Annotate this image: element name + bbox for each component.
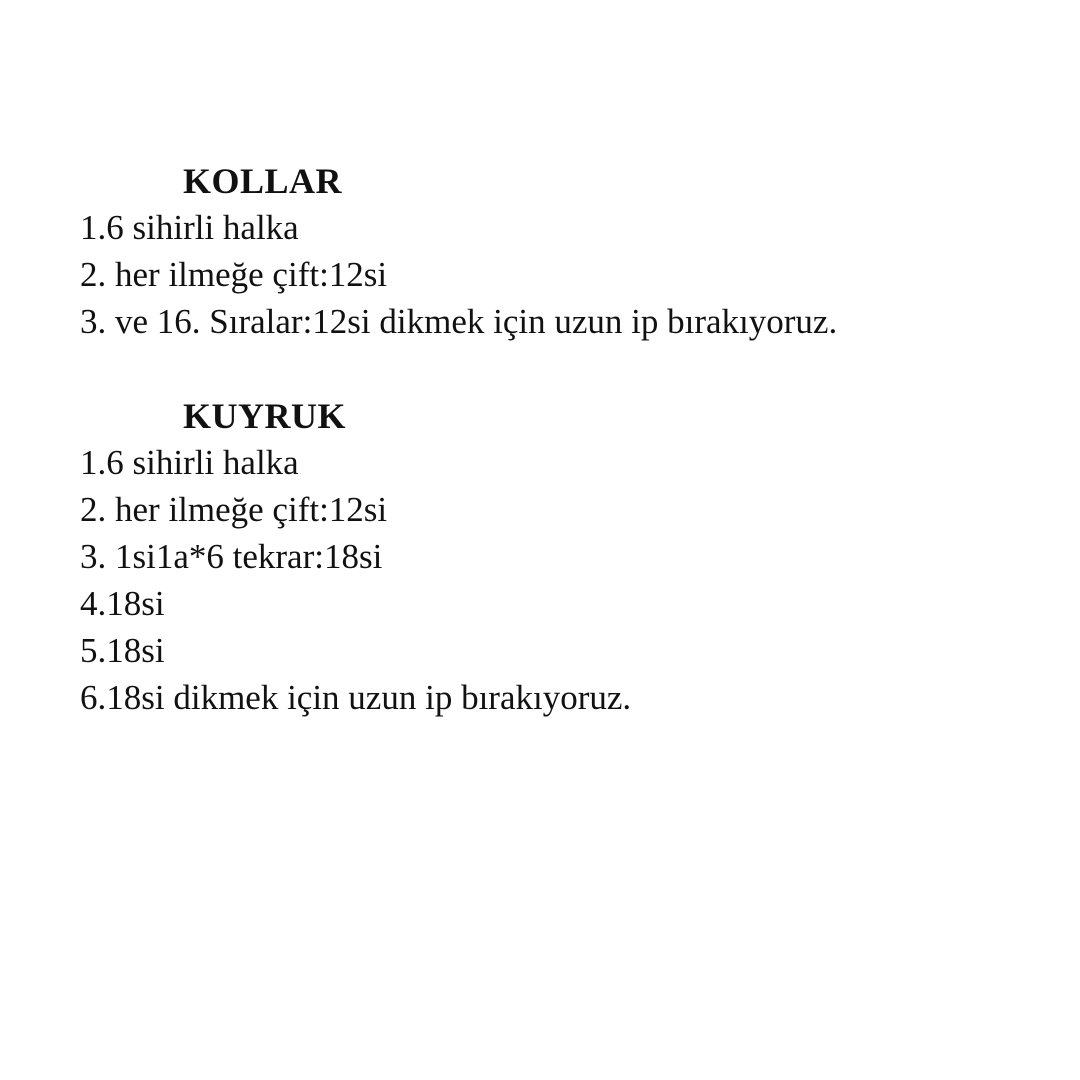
instruction-line: 3. 1si1a*6 tekrar:18si bbox=[80, 537, 383, 576]
section-heading-kuyruk: KUYRUK bbox=[183, 396, 346, 436]
instruction-line: 1.6 sihirli halka bbox=[80, 443, 299, 482]
instruction-line: 2. her ilmeğe çift:12si bbox=[80, 490, 388, 529]
instruction-line: 5.18si bbox=[80, 631, 165, 670]
instruction-line: 3. ve 16. Sıralar:12si dikmek için uzun ip bırakıyoruz. bbox=[80, 302, 838, 341]
instruction-line: 6.18si dikmek için uzun ip bırakıyoruz. bbox=[80, 678, 632, 717]
section-kollar bbox=[80, 158, 1040, 345]
instruction-list-kollar bbox=[80, 204, 1040, 345]
section-heading-kollar: KOLLAR bbox=[183, 161, 343, 201]
instruction-line: 2. her ilmeğe çift:12si bbox=[80, 255, 388, 294]
instruction-line: 1.6 sihirli halka bbox=[80, 208, 299, 247]
instruction-list-kuyruk bbox=[80, 439, 1040, 721]
instruction-line: 4.18si bbox=[80, 584, 165, 623]
section-kuyruk bbox=[80, 393, 1040, 721]
